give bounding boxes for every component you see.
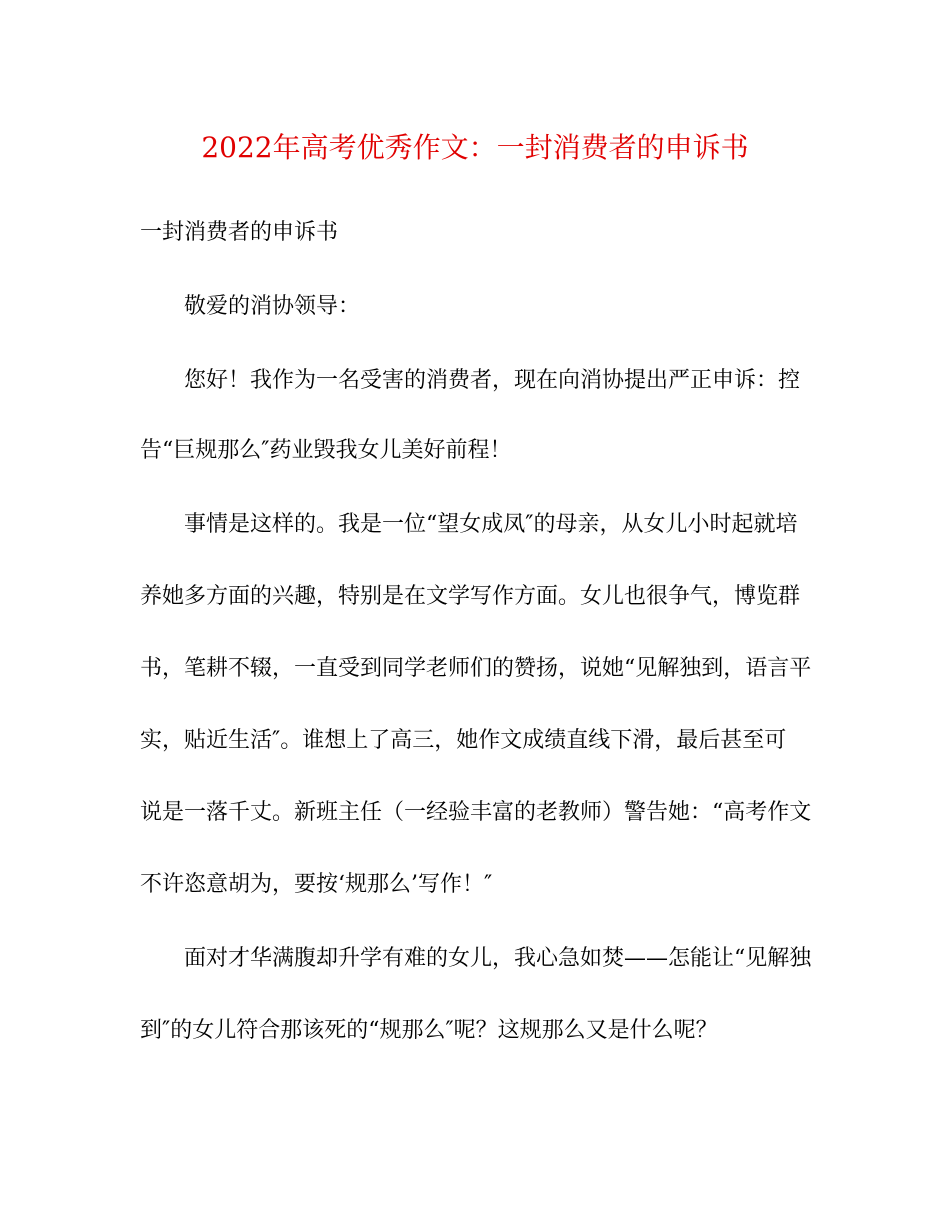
paragraph-line: 实，贴近生活″。谁想上了高三，她作文成绩直线下滑，最后甚至可 — [140, 728, 787, 753]
paragraph-line: 不许恣意胡为，要按‘规那么’写作！″ — [140, 872, 493, 897]
paragraph-line: 面对才华满腹却升学有难的女儿，我心急如焚——怎能让“见解独 — [184, 946, 812, 971]
paragraph-line: 您好！我作为一名受害的消费者，现在向消协提出严正申诉：控 — [184, 368, 801, 393]
paragraph-line: 事情是这样的。我是一位“望女成凤″的母亲，从女儿小时起就培 — [184, 512, 798, 537]
letter-heading: 一封消费者的申诉书 — [140, 220, 339, 245]
paragraph-line: 说是一落千丈。新班主任（一经验丰富的老教师）警告她：“高考作文 — [140, 800, 812, 825]
document-title: 2022年高考优秀作文：一封消费者的申诉书 — [201, 131, 749, 164]
paragraph-line: 到″的女儿符合那该死的“规那么″呢？这规那么又是什么呢？ — [140, 1018, 718, 1043]
paragraph-line: 养她多方面的兴趣，特别是在文学写作方面。女儿也很争气，博览群 — [140, 584, 801, 609]
paragraph-line: 告“巨规那么″药业毁我女儿美好前程！ — [140, 438, 512, 463]
salutation: 敬爱的消协领导： — [184, 294, 361, 319]
paragraph-line: 书，笔耕不辍，一直受到同学老师们的赞扬，说她“见解独到，语言平 — [140, 656, 812, 681]
